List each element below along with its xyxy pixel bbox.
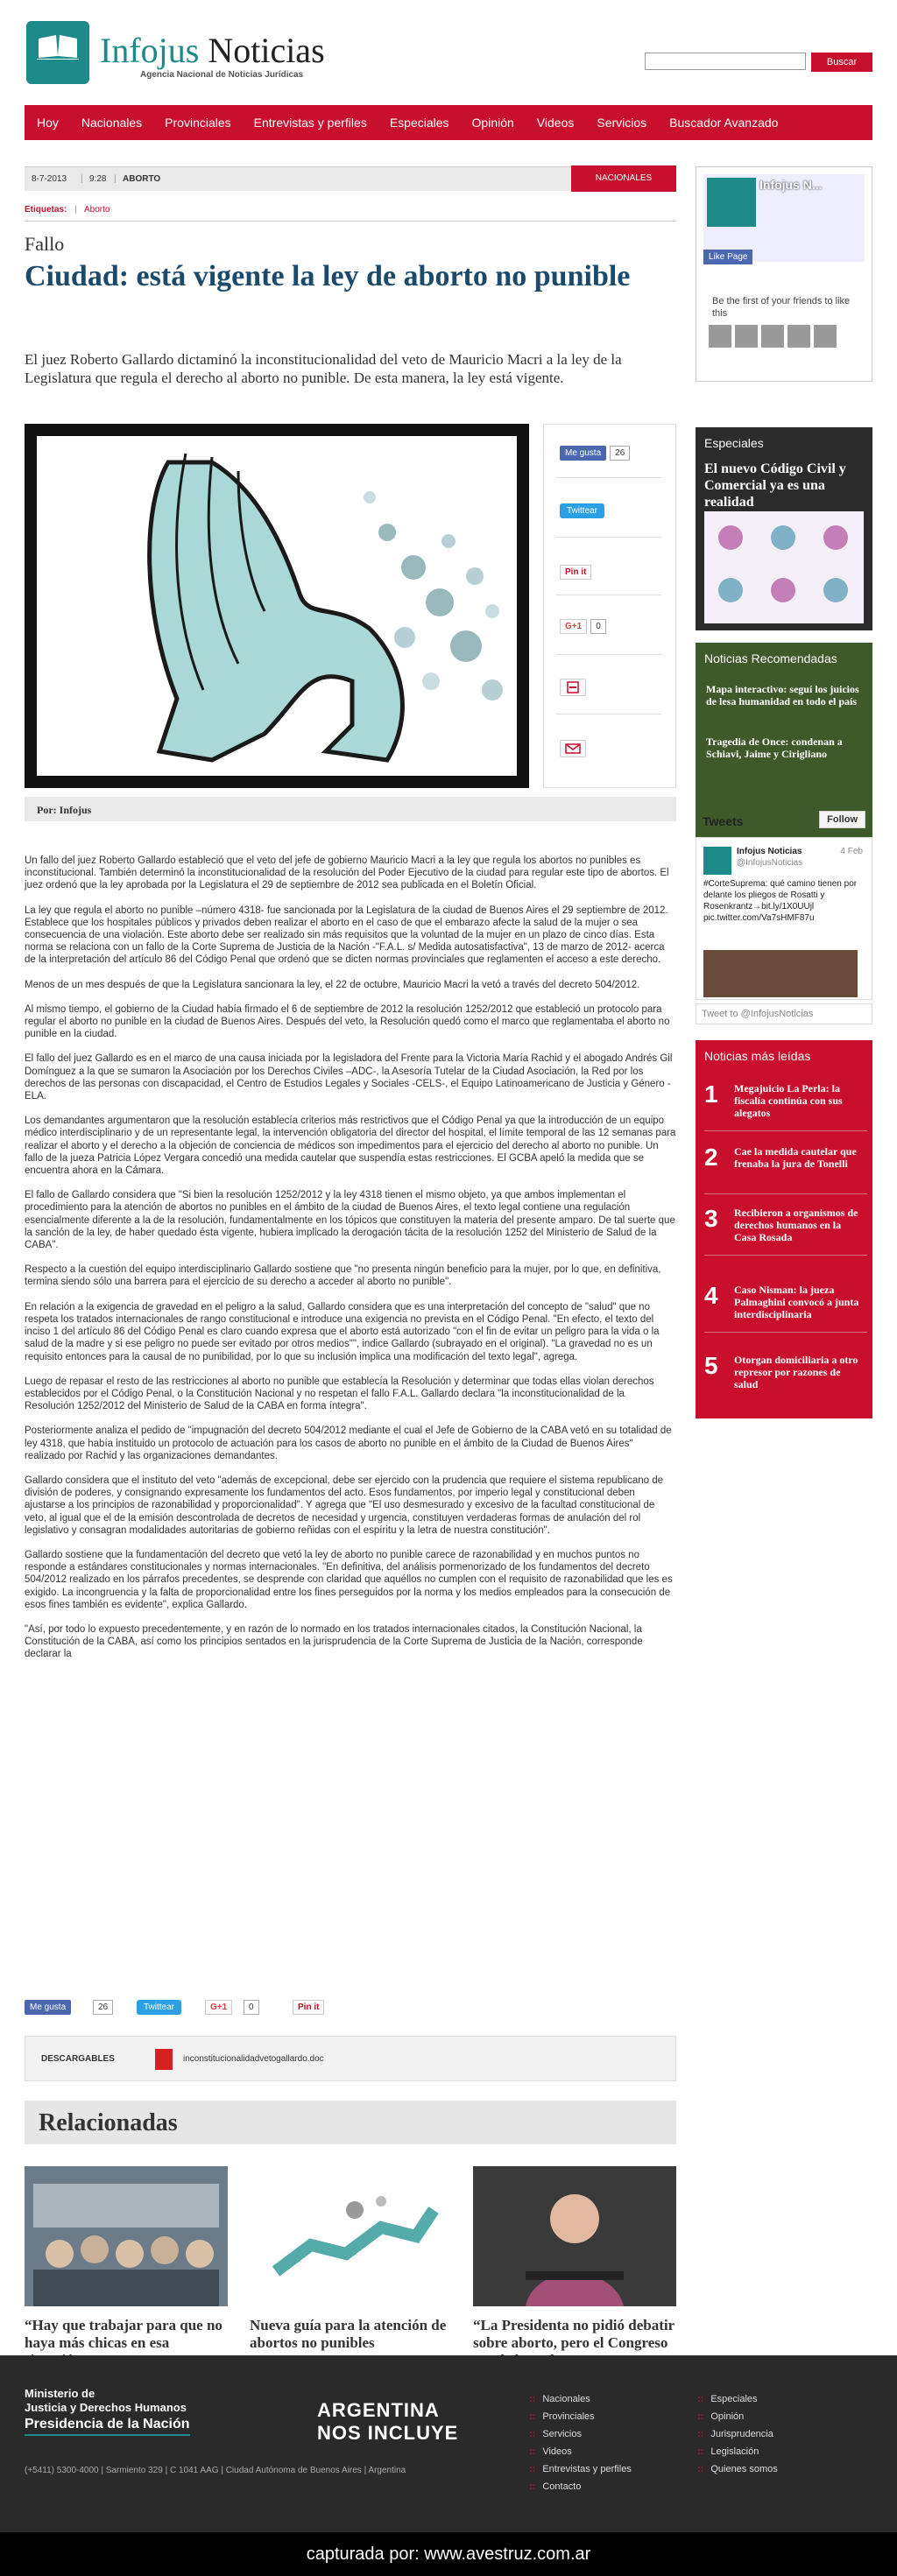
paragraph: Los demandantes argumentaron que la resolución establecía criterios más restrictivos que el Código Penal ya que la introducción de un equipo médico interdisciplinario y de un representante legal, la intervención obligatoria del director del hospital, el límite temporal de las 12 semanas para realizar el aborto y el derecho a la objeción de conciencia de médicos son impedimentos para el ejercicio del derecho al aborto no punible. Un fallo de la jueza Patricia López Vergara concedió una medida cautelar que suspendía estas restricciones. El GCBA apeló la medida que se encuentra ahora en la Cámara. [25, 1116, 676, 1177]
download-file-link[interactable]: inconstitucionalidadvetogallardo.doc [183, 2054, 324, 2064]
downloads-label: DESCARGABLES [41, 2054, 115, 2064]
tweet-to-input[interactable]: Tweet to @InfojusNoticias [696, 1003, 872, 1024]
related-title-1[interactable]: “Hay que trabajar para que no haya más chicas en esa [25, 2317, 222, 2351]
argentina-logo[interactable]: ARGENTINA NOS INCLUYE [317, 2399, 459, 2444]
divider [556, 654, 661, 655]
paragraph: Posteriormente analiza el pedido de "impugnación del decreto 504/2012 mediante el cual el Jefe de Gobierno de la CABA vetó en su totalidad de ley 4318, que había instituido un protocolo de actuación para los casos de aborto no punible en el ámbito de la Ciudad de Buenos Aires" realizado por Rachid y las organizaciones demandantes. [25, 1425, 672, 1461]
nav-nacionales[interactable]: Nacionales [81, 116, 143, 130]
tags-separator: | [74, 205, 77, 215]
fb-cover[interactable] [703, 174, 865, 262]
meta-separator: | [114, 174, 117, 184]
rank-number: 1 [704, 1080, 718, 1108]
gplus-count: 0 [244, 2000, 259, 2015]
recomendadas-title: Noticias Recomendadas [704, 651, 837, 665]
paragraph: El fallo del juez Gallardo es en el marco de una causa iniciada por la legisladora del Frente para la Victoria María Rachid y el abogado Andrés Gil Domínguez a la que se sumaron la Asociación por los Derechos Civiles –ADC-, la Asesoría Tutelar de la Ciudad Asociación, la Red por los derechos de las personas con discapacidad, el Centro de Estudios Legales y Sociales -CELS-, el Equipo Latinoamericano de Justicia y Género -ELA. [25, 1053, 673, 1102]
footer-link[interactable]: :: Videos [529, 2443, 632, 2460]
paragraph: Menos de un mes después de que la Legislatura sancionara la ley, el 22 de octubre, Mauricio Macri la vetó a través del decreto 504/2012. [25, 979, 640, 990]
divider [704, 1255, 867, 1256]
footer-link[interactable]: :: Nacionales [529, 2390, 632, 2408]
related-photo-speaker[interactable] [473, 2166, 676, 2306]
email-icon[interactable] [560, 740, 586, 757]
related-title: Relacionadas [39, 2109, 178, 2136]
rank-number: 5 [704, 1352, 718, 1379]
nav-videos[interactable]: Videos [536, 116, 575, 130]
rank-number: 2 [704, 1144, 718, 1171]
recomendada-item[interactable]: Mapa interactivo: seguí los juicios de lesa humanidad en todo el país [706, 683, 859, 707]
meta-separator: | [81, 174, 83, 184]
related-header [25, 2101, 676, 2144]
related-card[interactable] [473, 2166, 676, 2369]
footer-link[interactable]: :: Opinión [697, 2408, 778, 2425]
category-button[interactable]: NACIONALES [571, 165, 676, 192]
especiales-box [696, 427, 872, 630]
article-section[interactable]: ABORTO [123, 174, 161, 184]
tweet-author[interactable]: Infojus Noticias [737, 847, 802, 856]
fb-page-name[interactable]: Infojus N... [759, 178, 823, 192]
fb-friends-faces [709, 325, 840, 350]
paragraph: Gallardo sostiene que la fundamentación del decreto que vetó la ley de aborto no punible carece de razonabilidad y en muchos puntos no responde a estándares constitucionales y normas internacionales. "En definitiva, del análisis pormenorizado de los fundamentos del decreto 504/2012 realizado en los párrafos precedentes, se desprende con claridad que aquéllos no cumplen con el requisito de razonabilidad que les es exigido. La incongruencia y la falta de proporcionalidad entre los fines perseguidos por la norma y los medios empleados para la consecución de esos fines también es evidente", explica Gallardo. [25, 1549, 673, 1610]
print-icon[interactable] [560, 679, 586, 696]
avatar[interactable] [703, 847, 731, 875]
divider [704, 1130, 867, 1131]
tweets-widget [696, 807, 872, 1026]
nav-especiales[interactable]: Especiales [389, 116, 449, 130]
site-subtitle: Agencia Nacional de Noticias Jurídicas [140, 70, 304, 80]
illustration-woman-image [37, 436, 517, 776]
recomendada-item[interactable]: Tragedia de Once: condenan a Schiavi, Jaime y Cirigliano [706, 735, 843, 760]
twitter-follow-button[interactable]: Follow [819, 811, 865, 828]
gplus-button[interactable]: G+1 [205, 2000, 232, 2015]
email-widget[interactable] [560, 740, 586, 757]
footer-link[interactable]: :: Contacto [529, 2478, 632, 2495]
especiales-title: Especiales [704, 436, 764, 450]
nav-entrevistas[interactable]: Entrevistas y perfiles [253, 116, 367, 130]
paragraph: La ley que regula el aborto no punible –número 4318- fue sancionada por la Legislatura de la ciudad de Buenos Aires el 29 septiembre de 2012. Establece que los hospitales públicos y privados deben realizar el aborto en el caso de que el embarazo afecte la salud de la mujer o sea consecuencia de una violación. Este aborto debe ser realizado sin más requisitos que la voluntad de la mujer en un plazo de cinco días. Esta norma se relaciona con un fallo de la Corte Suprema de Justicia de la Nación -"F.A.L. s/ Medida autosatisfactiva", 13 de marzo de 2012- acerca de la interpretación del artículo 86 del Código Penal que ordenó que se dicten normas provinciales que reglamenten el acceso a este derecho. [25, 904, 668, 966]
rank-number: 3 [704, 1205, 718, 1232]
footer-links-col1 [529, 2390, 632, 2495]
footer-link[interactable]: :: Legislación [697, 2443, 778, 2460]
fb-like-button[interactable]: Me gusta [560, 446, 606, 461]
twitter-widget[interactable] [560, 503, 604, 518]
related-photo-group[interactable] [25, 2166, 228, 2306]
article-illustration [25, 424, 529, 788]
footer-link[interactable]: :: Servicios [529, 2425, 632, 2443]
document-icon[interactable] [155, 2049, 173, 2070]
presidencia-name[interactable]: Presidencia de la Nación [25, 2417, 190, 2436]
related-card[interactable] [25, 2166, 228, 2369]
gplus-count: 0 [590, 619, 606, 634]
print-widget[interactable] [560, 679, 586, 696]
leida-item[interactable]: 4 Caso Nisman: la jueza Palmaghini convocó a junta interdisciplinaria [704, 1282, 867, 1333]
tweets-title: Tweets [703, 814, 744, 828]
footer-link[interactable]: :: Quienes somos [697, 2460, 778, 2478]
gplus-button[interactable]: G+1 [560, 619, 587, 634]
search-button[interactable]: Buscar [811, 53, 872, 72]
divider [556, 477, 661, 478]
avatar[interactable] [788, 325, 810, 348]
footer-link[interactable]: :: Jurisprudencia [697, 2425, 778, 2443]
divider [25, 221, 676, 222]
tag-aborto[interactable]: Aborto [83, 205, 110, 215]
main-nav [25, 105, 872, 140]
footer-link[interactable]: :: Entrevistas y perfiles [529, 2460, 632, 2478]
tweet-handle[interactable]: @InfojusNoticias [737, 858, 803, 868]
nav-buscador-avanzado[interactable]: Buscador Avanzado [669, 116, 779, 130]
tags-label: Etiquetas: [25, 205, 67, 215]
article-meta-bar [25, 166, 676, 191]
article-byline: Por: Infojus [25, 797, 676, 821]
pin-it-button[interactable]: Pin it [560, 565, 591, 580]
paragraph: El fallo de Gallardo considera que "Si bien la resolución 1252/2012 y la ley 4318 tienen el mismo objeto, ya que ambos implementan el procedimiento para la atención de abortos no punibles en el ámbito de la ciudad de Buenos Aires, el texto legal contiene una regulación esencialmente diferente a la de la resolución, fundamentalmente en los tópicos que constituyen la materia del presente amparo. De tal suerte que la sanción de la ley, de haber quedado ésta vigente, hubiera implicado la derogación tácita de la resolución 1252 del Ministerio de Salud de la CABA". [25, 1190, 675, 1251]
bottom-share-row [25, 2000, 676, 2019]
paragraph: Luego de repasar el resto de las restricciones al aborto no punible que establecía la Resolución y determinar que todas ellas violan derechos establecidos por el Código Penal, o la Constitución Nacional y no respetan el fallo F.A.L. Gallardo declara "la inconstitucionalidad de la Resolución 1252/2012 del Ministerio de Salud de la CABA en forma íntegra". [25, 1376, 654, 1412]
avatar[interactable] [709, 325, 731, 348]
nav-provinciales[interactable]: Provinciales [165, 116, 231, 130]
tags-line [25, 205, 109, 215]
footer-address: (+5411) 5300-4000 | Sarmiento 329 | C 1041 AAG | Ciudad Autónoma de Buenos Aires | Argentina [25, 2466, 406, 2475]
nav-servicios[interactable]: Servicios [597, 116, 647, 130]
fb-like-page-button[interactable]: Like Page [703, 250, 752, 264]
article-kicker: Fallo [25, 233, 65, 255]
divider [556, 537, 661, 538]
pinterest-widget[interactable] [560, 565, 591, 580]
avatar[interactable] [735, 325, 758, 348]
fb-like-count: 26 [93, 2000, 113, 2015]
tweet-photo[interactable] [703, 950, 858, 997]
leida-item[interactable]: 3 Recibieron a organismos de derechos humanos en la Casa Rosada [704, 1205, 867, 1256]
footer-link[interactable]: :: Provinciales [529, 2408, 632, 2425]
article-body [25, 855, 676, 1673]
article-time: 9:28 [89, 174, 107, 184]
tweet-text: #CorteSuprema: qué camino tienen por delante los pliegos de Rosatti y Rosenkrantz→bit.ly/1X0UUjl pic.twitter.com/Va7sHMF87u [703, 879, 858, 923]
pin-it-button[interactable]: Pin it [293, 2000, 324, 2015]
site-footer [0, 2355, 897, 2532]
site-title[interactable]: Infojus Noticias [100, 31, 325, 70]
especiales-item[interactable]: El nuevo Código Civil y Comercial ya es una realidad [704, 461, 846, 510]
divider [704, 1193, 867, 1194]
leidas-title: Noticias más leídas [704, 1049, 811, 1063]
facebook-page-widget [696, 166, 872, 382]
related-card[interactable] [250, 2166, 453, 2352]
avatar[interactable] [761, 325, 784, 348]
infojus-logo [707, 178, 756, 227]
tweet-date[interactable]: 4 Feb [840, 847, 863, 856]
tweet-button[interactable]: Twittear [137, 2000, 181, 2015]
downloads-box [25, 2036, 676, 2081]
footer-links-col2 [697, 2390, 778, 2478]
related-title-3[interactable]: “La Presidenta no pidió debatir sobre aborto, pero el Congreso [473, 2317, 675, 2351]
gplus-widget[interactable] [560, 619, 606, 634]
rank-number: 4 [704, 1282, 718, 1309]
paragraph: Un fallo del juez Roberto Gallardo estableció que el veto del jefe de gobierno Mauricio Macri a la ley que regula los abortos no punibles es inconstitucional. También determinó la inconstitucionalidad de la resolución del Poder Ejecutivo de la ciudad para regular este tipo de abortos. El juez ordenó que la ley aprobada por la Legislatura el 29 de septiembre de 2012 sea publicada en el Boletín Oficial. [25, 855, 669, 891]
mas-leidas-box [696, 1040, 872, 1418]
especiales-illustration[interactable] [704, 511, 864, 623]
open-book-icon [37, 33, 79, 60]
search-input[interactable] [645, 53, 806, 70]
tweet-card[interactable] [696, 837, 872, 1000]
article-date: 8-7-2013 [32, 174, 67, 184]
leida-item[interactable]: 2 Cae la medida cautelar que frenaba la jura de Tonelli [704, 1144, 867, 1194]
nav-opinion[interactable]: Opinión [471, 116, 514, 130]
divider [704, 1332, 867, 1333]
paragraph: "Así, por todo lo expuesto precedentemente, y en razón de lo normado en los tratados internacionales citados, la Constitución Nacional, la Constitución de la CABA, así como los principios sentados en la jurisprudencia de la Corte Suprema de Justicia de la Nación, corresponde declarar la [25, 1623, 643, 1660]
site-header [0, 0, 897, 103]
related-illustration[interactable] [250, 2166, 453, 2306]
paragraph: Respecto a la cuestión del equipo interdisciplinario Gallardo sostiene que "no presenta ningún beneficio para la mujer, por lo que, en definitiva, termina siendo sólo una barrera para el ejercicio de su derecho a acceder al aborto no punible". [25, 1264, 661, 1288]
leida-item[interactable]: 1 Megajuicio La Perla: la fiscalía continúa con sus alegatos [704, 1080, 867, 1131]
infojus-logo[interactable] [26, 21, 89, 84]
paragraph: En relación a la exigencia de gravedad en el peligro a la salud, Gallardo considera que es una interpretación del concepto de "salud" que no respeta los tratados internacionales de rango constitucional e introduce una exigencia no prevista en el Código Penal. "En efecto, el texto del inciso 1 del artículo 86 del Código Penal es claro cuando expresa que el aborto está autorizado "con el fin de evitar un peligro para la vida o la salud de la madre y si ese peligro no puede ser evitado por otros medios"", indice Gallardo (subrayado en el original). "La gravedad no es un requisito entonces para la causal de no punibilidad, por lo que su inclusión implica una modificación del texto legal", agrega. [25, 1301, 660, 1362]
article-headline: Ciudad: está vigente la ley de aborto no punible [25, 260, 631, 292]
tweet-button[interactable]: Twittear [560, 503, 604, 518]
share-column [543, 424, 676, 788]
footer-link[interactable]: :: Especiales [697, 2390, 778, 2408]
avatar[interactable] [814, 325, 837, 348]
fb-like-count: 26 [610, 446, 630, 461]
capture-credit: capturada por: www.avestruz.com.ar [0, 2532, 897, 2576]
nav-hoy[interactable]: Hoy [37, 116, 59, 130]
paragraph: Gallardo considera que el instituto del veto "además de excepcional, debe ser ejercido con la prudencia que requiere el sistema republicano de división de poderes, y consignando expresamente los fundamentos del acto. Esos fundamentos, por imperio legal y constitucional deben ajustarse a los principios de razonabilidad y proporcionalidad". Y agrega que "El uso desmesurado y excesivo de la facultad constitucional de veto, al igual que el de la emisión descontrolada de decretos de necesidad y urgencia, constituyen verdaderas formas de anulación del rol legislativo y consagran modalidades autoritarias de gobierno reñidas con el espíritu y la letra de nuestra constitución". [25, 1475, 664, 1536]
article-lead: El juez Roberto Gallardo dictaminó la inconstitucionalidad del veto de Mauricio Macri a la ley de la Legislatura que regula el derecho al aborto no punible. De esta manera, la ley está vigente. [25, 351, 622, 386]
ministerio-name: Ministerio de Justicia y Derechos Humanos [25, 2387, 187, 2414]
leida-item[interactable]: 5 Otorgan domiciliaria a otro represor por razones de salud [704, 1352, 858, 1390]
fb-like-button[interactable]: Me gusta [25, 2000, 71, 2015]
paragraph: Al mismo tiempo, el gobierno de la Ciudad había firmado el 6 de septiembre de 2012 la resolución 1252/2012 que estableció un protocolo para regular el aborto no punible en la ciudad de Buenos Aires. Después del veto, la Resolución quedó como el marco que reglamentaba el aborto no punible en la ciudad. [25, 1003, 670, 1040]
related-title-2[interactable]: Nueva guía para la atención de abortos no punibles [250, 2317, 447, 2351]
fb-friends-text: Be the first of your friends to like this [712, 296, 851, 319]
fb-like-widget[interactable] [560, 446, 630, 461]
